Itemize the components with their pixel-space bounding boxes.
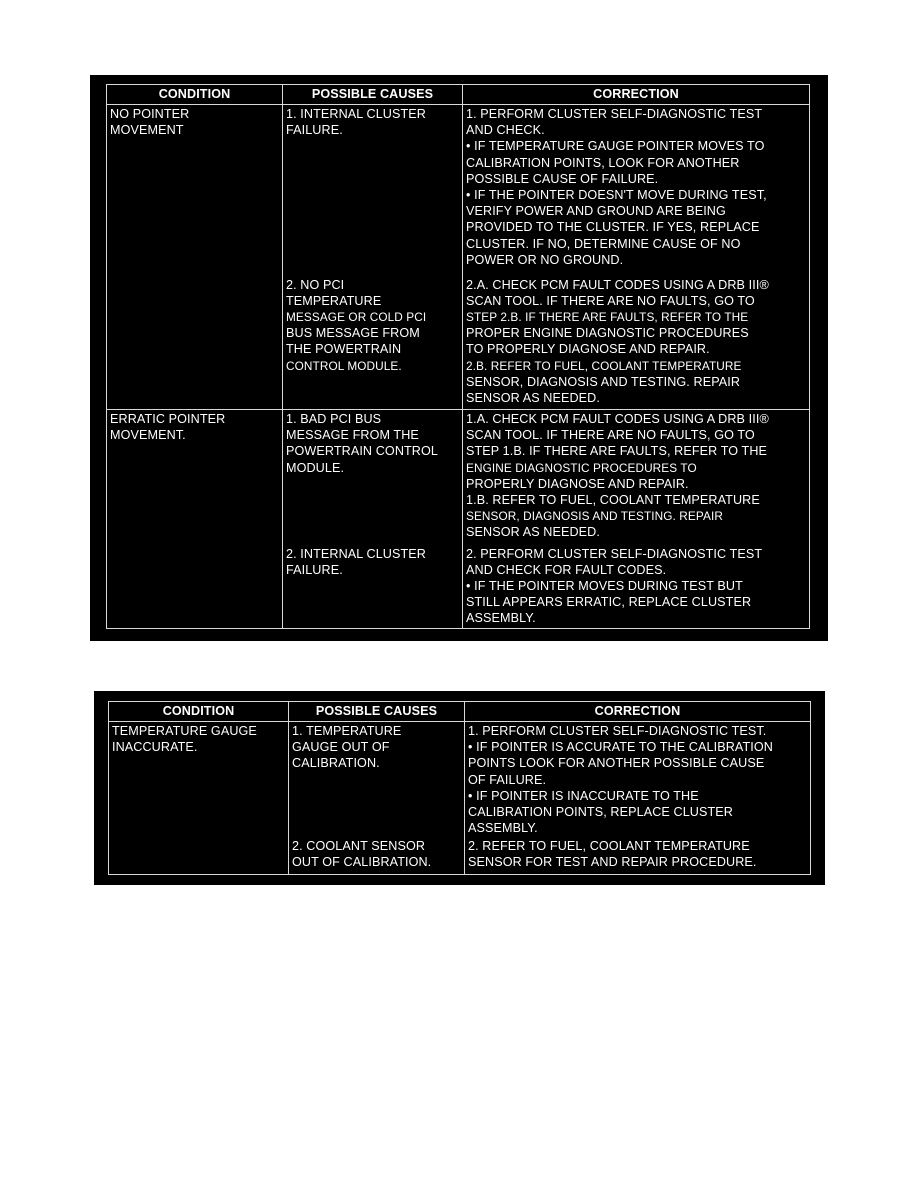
correction-line: 1. PERFORM CLUSTER SELF-DIAGNOSTIC TEST bbox=[466, 107, 763, 121]
table-row bbox=[107, 105, 810, 276]
correction-line: 2. PERFORM CLUSTER SELF-DIAGNOSTIC TEST bbox=[466, 546, 763, 561]
header-correction: CORRECTION bbox=[463, 85, 810, 105]
correction-line: ASSEMBLY. bbox=[468, 821, 538, 836]
cause-line: 1. TEMPERATURE bbox=[292, 724, 402, 738]
diagnosis-panel-2 bbox=[94, 691, 825, 885]
cause-line: TEMPERATURE bbox=[286, 293, 382, 308]
cause-line: 2. COOLANT SENSOR bbox=[292, 838, 426, 853]
condition-line: ERRATIC POINTER bbox=[110, 412, 226, 426]
cause-cell bbox=[283, 545, 463, 629]
condition-line: INACCURATE. bbox=[112, 740, 198, 755]
header-condition: CONDITION bbox=[109, 702, 289, 722]
correction-line: STEP 1.B. IF THERE ARE FAULTS, REFER TO THE bbox=[466, 444, 768, 459]
cause-line: THE POWERTRAIN bbox=[286, 342, 402, 357]
correction-line: SENSOR, DIAGNOSIS AND TESTING. REPAIR bbox=[466, 374, 741, 389]
table-row bbox=[109, 722, 811, 837]
cause-line: FAILURE. bbox=[286, 123, 343, 138]
correction-line: • IF POINTER IS INACCURATE TO THE bbox=[468, 788, 699, 803]
cause-cell bbox=[283, 276, 463, 410]
cause-line: MESSAGE OR COLD PCI bbox=[286, 309, 427, 324]
table-row bbox=[107, 410, 810, 545]
correction-line: 2. REFER TO FUEL, COOLANT TEMPERATURE bbox=[468, 838, 750, 853]
condition-cell bbox=[109, 722, 289, 875]
correction-line: SENSOR, DIAGNOSIS AND TESTING. REPAIR bbox=[466, 509, 723, 524]
cause-line: 1. INTERNAL CLUSTER bbox=[286, 107, 426, 121]
correction-line: • IF THE POINTER MOVES DURING TEST BUT bbox=[466, 578, 743, 593]
table-header-row bbox=[107, 85, 810, 105]
cause-line: 2. NO PCI bbox=[286, 277, 345, 292]
correction-line: PROPER ENGINE DIAGNOSTIC PROCEDURES bbox=[466, 326, 749, 341]
condition-line: NO POINTER bbox=[110, 107, 190, 121]
cause-cell bbox=[283, 410, 463, 545]
cause-line: 1. BAD PCI BUS bbox=[286, 412, 382, 426]
correction-cell bbox=[463, 105, 810, 276]
cause-cell bbox=[289, 722, 465, 837]
correction-line: ENGINE DIAGNOSTIC PROCEDURES TO bbox=[466, 460, 697, 475]
correction-line: AND CHECK. bbox=[466, 123, 545, 138]
cause-cell bbox=[283, 105, 463, 276]
correction-cell bbox=[463, 276, 810, 410]
correction-line: CLUSTER. IF NO, DETERMINE CAUSE OF NO bbox=[466, 236, 741, 251]
correction-line: 1.A. CHECK PCM FAULT CODES USING A DRB III® bbox=[466, 412, 769, 426]
condition-line: TEMPERATURE GAUGE bbox=[112, 724, 257, 738]
diagnosis-panel-1 bbox=[90, 75, 828, 641]
correction-cell bbox=[463, 545, 810, 629]
correction-line: CALIBRATION POINTS, LOOK FOR ANOTHER bbox=[466, 155, 740, 170]
condition-line: MOVEMENT. bbox=[110, 428, 186, 443]
condition-cell bbox=[107, 410, 283, 629]
cause-line: GAUGE OUT OF bbox=[292, 740, 390, 755]
correction-cell bbox=[465, 837, 811, 875]
cause-line: MODULE. bbox=[286, 460, 345, 475]
cause-line: CALIBRATION. bbox=[292, 756, 380, 771]
header-condition: CONDITION bbox=[107, 85, 283, 105]
correction-line: ASSEMBLY. bbox=[466, 611, 536, 626]
correction-cell bbox=[463, 410, 810, 545]
correction-line: 2.A. CHECK PCM FAULT CODES USING A DRB III® bbox=[466, 277, 769, 292]
table-header-row bbox=[109, 702, 811, 722]
cause-cell bbox=[289, 837, 465, 875]
diagnosis-table-1 bbox=[106, 84, 810, 629]
correction-line: CALIBRATION POINTS, REPLACE CLUSTER bbox=[468, 805, 733, 820]
correction-line: STEP 2.B. IF THERE ARE FAULTS, REFER TO THE bbox=[466, 309, 749, 324]
correction-line: SCAN TOOL. IF THERE ARE NO FAULTS, GO TO bbox=[466, 293, 755, 308]
cause-line: POWERTRAIN CONTROL bbox=[286, 444, 439, 459]
cause-line: FAILURE. bbox=[286, 562, 343, 577]
correction-line: AND CHECK FOR FAULT CODES. bbox=[466, 562, 667, 577]
correction-line: OF FAILURE. bbox=[468, 772, 547, 787]
correction-line: 2.B. REFER TO FUEL, COOLANT TEMPERATURE bbox=[466, 358, 742, 373]
cause-line: MESSAGE FROM THE bbox=[286, 428, 419, 443]
cause-line: BUS MESSAGE FROM bbox=[286, 326, 420, 341]
condition-cell bbox=[107, 105, 283, 410]
header-possible-causes: POSSIBLE CAUSES bbox=[289, 702, 465, 722]
cause-line: 2. INTERNAL CLUSTER bbox=[286, 546, 426, 561]
condition-line: MOVEMENT bbox=[110, 123, 184, 138]
correction-line: POINTS LOOK FOR ANOTHER POSSIBLE CAUSE bbox=[468, 756, 765, 771]
correction-line: TO PROPERLY DIAGNOSE AND REPAIR. bbox=[466, 342, 710, 357]
correction-line: POSSIBLE CAUSE OF FAILURE. bbox=[466, 171, 659, 186]
correction-line: STILL APPEARS ERRATIC, REPLACE CLUSTER bbox=[466, 595, 752, 610]
correction-line: 1.B. REFER TO FUEL, COOLANT TEMPERATURE bbox=[466, 493, 760, 508]
correction-line: PROVIDED TO THE CLUSTER. IF YES, REPLACE bbox=[466, 220, 760, 235]
correction-line: PROPERLY DIAGNOSE AND REPAIR. bbox=[466, 476, 689, 491]
correction-line: 1. PERFORM CLUSTER SELF-DIAGNOSTIC TEST. bbox=[468, 724, 767, 738]
correction-cell bbox=[465, 722, 811, 837]
correction-line: POWER OR NO GROUND. bbox=[466, 252, 624, 267]
correction-line: • IF POINTER IS ACCURATE TO THE CALIBRATION bbox=[468, 740, 773, 755]
header-possible-causes: POSSIBLE CAUSES bbox=[283, 85, 463, 105]
header-correction: CORRECTION bbox=[465, 702, 811, 722]
correction-line: • IF TEMPERATURE GAUGE POINTER MOVES TO bbox=[466, 139, 765, 154]
cause-line: CONTROL MODULE. bbox=[286, 358, 402, 373]
correction-line: SENSOR FOR TEST AND REPAIR PROCEDURE. bbox=[468, 854, 757, 869]
diagnosis-table-2 bbox=[108, 701, 811, 875]
correction-line: SENSOR AS NEEDED. bbox=[466, 390, 600, 405]
correction-line: VERIFY POWER AND GROUND ARE BEING bbox=[466, 204, 726, 219]
correction-line: SENSOR AS NEEDED. bbox=[466, 525, 600, 540]
correction-line: • IF THE POINTER DOESN'T MOVE DURING TEST, bbox=[466, 188, 767, 203]
correction-line: SCAN TOOL. IF THERE ARE NO FAULTS, GO TO bbox=[466, 428, 755, 443]
cause-line: OUT OF CALIBRATION. bbox=[292, 854, 432, 869]
